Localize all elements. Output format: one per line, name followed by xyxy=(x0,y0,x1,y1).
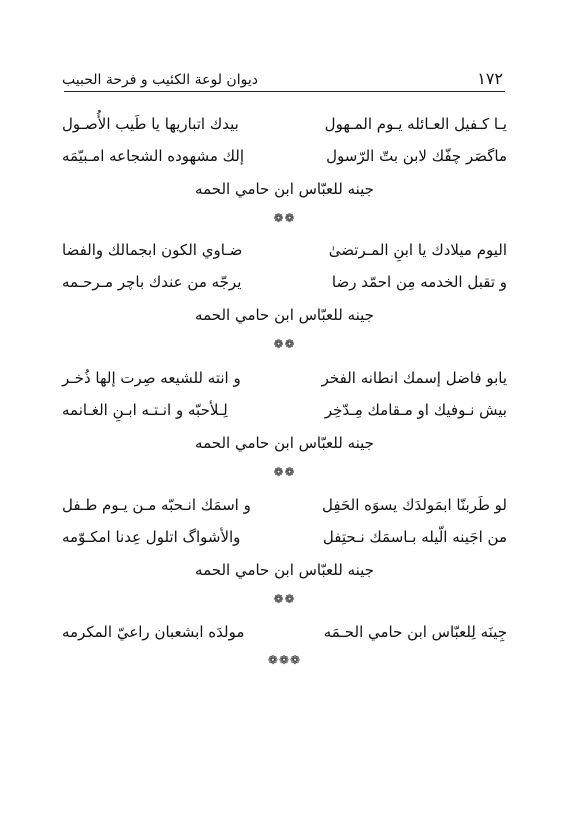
verse-second-hemistich: يرجّه من عندك باچر مـرحـمه xyxy=(62,273,242,291)
stanza-2 xyxy=(62,234,507,356)
verse-second-hemistich: مولدَه ابشعبان راعيّ المكرمه xyxy=(62,623,245,641)
flower-ornament-icon: ❁❁ xyxy=(273,211,296,225)
verse-first-hemistich: بيش نـوفيك او مـقامك مِـدّخِر xyxy=(324,401,507,419)
page-header xyxy=(62,64,503,88)
book-title: ديوان لوعة الكئيب و فرحة الحبيب xyxy=(62,72,258,88)
verse-line xyxy=(62,362,507,394)
verse-line xyxy=(62,234,507,266)
header-rule xyxy=(64,91,505,92)
refrain-line: جينه للعبّاس ابن حامي الحمه xyxy=(195,561,374,579)
verse-first-hemistich: من اجَينه الّيله بـاسمَك نـحتِفل xyxy=(322,528,507,546)
verse-first-hemistich: يـا كـفيل العـائله يـوم المـهول xyxy=(324,115,507,133)
verse-first-hemistich: لو طَربنّا ابمَولدَك يسوَه الحَفِل xyxy=(322,496,507,514)
refrain-line: جينه للعبّاس ابن حامي الحمه xyxy=(195,180,374,198)
verse-second-hemistich: والأشواگ اتلول عِدنا امكـوّمه xyxy=(62,528,241,546)
verse-first-hemistich: جِينَه لِلعبّاس ابن حامي الحـمَه xyxy=(323,623,507,641)
verse-line xyxy=(62,521,507,553)
closing-verse xyxy=(62,616,507,672)
verse-line xyxy=(62,616,507,648)
stanza-3 xyxy=(62,362,507,484)
verse-second-hemistich: بيدك اتباريها يا طَيب الأُصـول xyxy=(62,115,239,133)
verse-second-hemistich: و انته للشيعه صِرت إلها ذُخـر xyxy=(62,369,241,387)
verse-first-hemistich: و تقبل الخدمه مِن احمّد رضا xyxy=(331,273,507,291)
verse-second-hemistich: و اسمَك انـحبّه مـن يـوم طـفل xyxy=(62,496,251,514)
verse-line xyxy=(62,140,507,172)
verse-line xyxy=(62,394,507,426)
verse-first-hemistich: يابو فاضل إسمك انطانه الفخر xyxy=(321,369,507,387)
refrain-line: جينه للعبّاس ابن حامي الحمه xyxy=(195,434,374,452)
verse-line xyxy=(62,108,507,140)
flower-ornament-icon: ❁❁❁ xyxy=(267,653,302,667)
verse-line xyxy=(62,489,507,521)
refrain-line: جينه للعبّاس ابن حامي الحمه xyxy=(195,306,374,324)
verse-first-hemistich: ماگصَر چفّك لابن بتّ الرّسول xyxy=(326,147,507,165)
flower-ornament-icon: ❁❁ xyxy=(273,592,296,606)
stanza-1 xyxy=(62,108,507,230)
page-number: ١٧٢ xyxy=(477,69,503,88)
flower-ornament-icon: ❁❁ xyxy=(273,337,296,351)
flower-ornament-icon: ❁❁ xyxy=(273,465,296,479)
verse-second-hemistich: لِـلأحبّه و انـتـه ابـنِ الغـانمه xyxy=(62,401,228,419)
verse-line xyxy=(62,266,507,298)
verse-second-hemistich: إلك مشهوده الشجاعه امـبيّمَه xyxy=(62,147,245,165)
verse-first-hemistich: اليوم ميلادك يا ابنِ المـرتضىٰ xyxy=(328,241,507,259)
verse-second-hemistich: ضـاوي الكون ابجمالك والفضا xyxy=(62,241,243,259)
stanza-4 xyxy=(62,489,507,611)
